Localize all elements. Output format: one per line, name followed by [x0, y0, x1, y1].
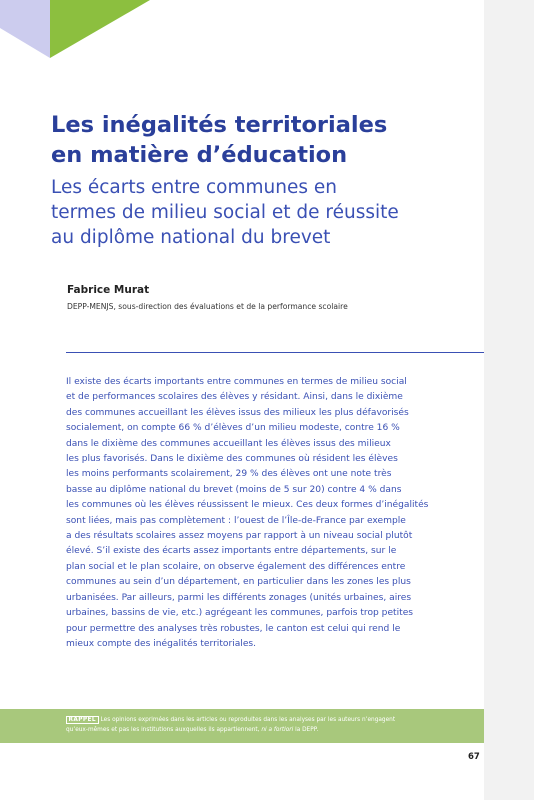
disclaimer-line-2b: la DEPP. — [293, 726, 319, 733]
article-title: Les inégalités territoriales en matière d’éducation — [51, 112, 388, 168]
page-number: 67 — [468, 752, 480, 762]
author-name: Fabrice Murat — [67, 284, 150, 296]
disclaimer-italic: ni a fortiori — [261, 726, 294, 733]
disclaimer-line-2a: qu’eux-mêmes et pas les institutions auxquelles ils appartiennent, — [66, 726, 262, 733]
page-margin-strip — [484, 0, 534, 800]
abstract-paragraph: Il existe des écarts importants entre communes en termes de milieu social et de performances scolaires des élèves y résidant. Ainsi, dans le dixième des communes accueillant les élèves issus des milieux les plus défavorisés socialement, on compte 66 % d’élèves d’un milieu modeste, contre 16 % dans le dixième des communes accueillant les élèves issus des milieux les plus favorisés. Dans le dixième des communes où résident les élèves les moins performants scolairement, 29 % des élèves ont une note très basse au diplôme national du brevet (moins de 5 sur 20) contre 4 % dans les communes où les élèves réussissent le mieux. Ces deux formes d’inégalités sont liées, mais pas complètement : l’ouest de l’Île-de-France par exemple a des résultats scolaires assez moyens par rapport à un niveau social plutôt élevé. S’il existe des écarts assez importants entre départements, sur le plan social et le plan scolaire, on observe également des différences entre communes au sein d’un département, en particulier dans les zones les plus urbanisées. Par ailleurs, parmi les différents zonages (unités urbaines, aires urbaines, bassins de vie, etc.) agrégeant les communes, parfois trop petites pour permettre des analyses très robustes, le canton est celui qui rend le mieux compte des inégalités territoriales. — [66, 377, 429, 649]
corner-decoration — [0, 0, 150, 60]
section-divider — [66, 352, 484, 353]
lavender-corner-shape — [0, 0, 50, 58]
green-corner-triangle — [50, 0, 150, 58]
disclaimer-line-1: Les opinions exprimées dans les articles ou reproduites dans les analyses par les auteurs n’engagent — [100, 717, 396, 723]
disclaimer-text — [66, 716, 476, 735]
author-affiliation: DEPP-MENJS, sous-direction des évaluations et de la performance scolaire — [67, 302, 348, 311]
rappel-label: RAPPEL — [66, 716, 99, 724]
article-subtitle: Les écarts entre communes en termes de milieu social et de réussite au diplôme national du brevet — [51, 177, 399, 248]
